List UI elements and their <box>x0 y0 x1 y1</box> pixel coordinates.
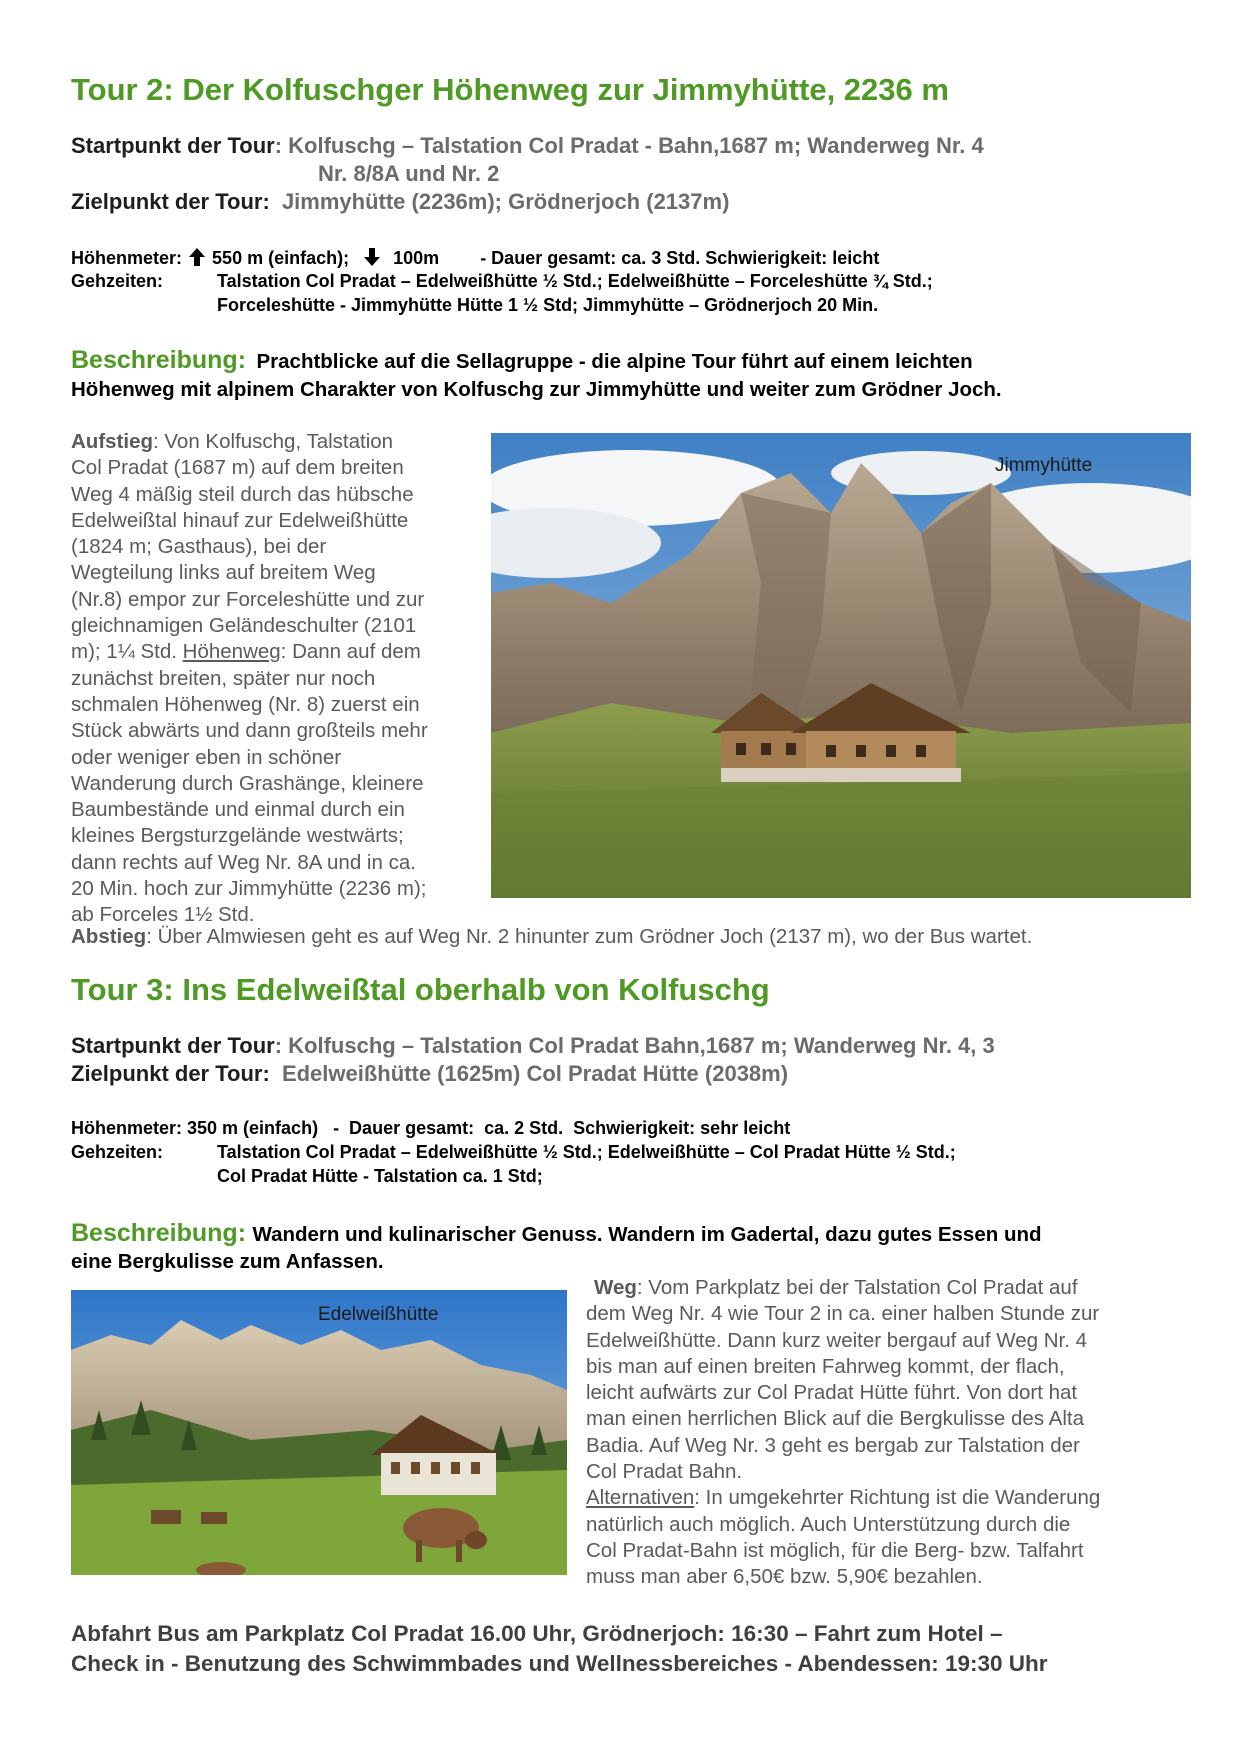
text-line: Col Pradat Bahn. <box>586 1460 743 1484</box>
tour3-ziel-label: Zielpunkt der Tour: <box>71 1061 270 1086</box>
tour2-title: Tour 2: Der Kolfuschger Höhenweg zur Jimmyhütte, 2236 m <box>71 72 949 107</box>
hoehenweg-label: Höhenweg <box>182 640 281 664</box>
text-line: 20 Min. hoch zur Jimmyhütte (2236 m); <box>71 877 427 901</box>
tour3-start-value: : Kolfuschg – Talstation Col Pradat Bahn,1687 m; Wanderweg Nr. 4, 3 <box>274 1033 995 1058</box>
tour3-start-line <box>71 1033 995 1059</box>
tour2-ziel-line <box>71 189 729 215</box>
tour3-title: Tour 3: Ins Edelweißtal oberhalb von Kolfuschg <box>71 972 770 1007</box>
tour2-beschreibung-label: Beschreibung: <box>71 346 247 374</box>
text-line: (1824 m; Gasthaus), bei der <box>71 535 327 559</box>
text-line: Edelweißtal hinauf zur Edelweißhütte <box>71 508 409 532</box>
text-line: zunächst breiten, später nur noch <box>71 666 376 690</box>
tour2-abstieg-label: Abstieg <box>71 925 147 948</box>
tour2-start-label: Startpunkt der Tour <box>71 133 275 158</box>
text-line: oder weniger eben in schöner <box>71 745 342 769</box>
tour2-gehzeiten-label: Gehzeiten: <box>71 271 164 291</box>
text-line: man einen herrlichen Blick auf die Bergkulisse des Alta <box>586 1407 1084 1431</box>
text-line: Badia. Auf Weg Nr. 3 geht es bergab zur Talstation der <box>586 1433 1080 1457</box>
text-line: : Dann auf dem <box>280 640 421 664</box>
tour2-gehzeiten-line1: Talstation Col Pradat – Edelweißhütte ½ Std.; Edelweißhütte – Forceleshütte ¾ Std.; <box>217 271 933 291</box>
footer-line2: Check in - Benutzung des Schwimmbades und Wellnessbereiches - Abendessen: 19:30 Uhr <box>71 1651 1048 1676</box>
tour3-ziel-line <box>71 1061 788 1087</box>
footer-line1: Abfahrt Bus am Parkplatz Col Pradat 16.00 Uhr, Grödnerjoch: 16:30 – Fahrt zum Hotel – <box>71 1621 1003 1646</box>
tour2-aufstieg-text <box>71 429 491 929</box>
text-line: bis man auf einen breiten Fahrweg kommt, der flach, <box>586 1354 1065 1378</box>
text-line: muss man aber 6,50€ bzw. 5,90€ bezahlen. <box>586 1565 983 1589</box>
tour2-start-value: : Kolfuschg – Talstation Col Pradat - Bahn,1687 m; Wanderweg Nr. 4 <box>274 133 984 158</box>
text-line: gleichnamigen Geländeschulter (2101 <box>71 614 417 638</box>
tour2-start-value-2: Nr. 8/8A und Nr. 2 <box>318 161 500 186</box>
tour2-hm-down: 100m <box>393 248 440 268</box>
tour3-start-label: Startpunkt der Tour <box>71 1033 275 1058</box>
jimmyhuette-photo <box>491 433 1191 898</box>
tour2-beschreibung-text2: Höhenweg mit alpinem Charakter von Kolfuschg zur Jimmyhütte und weiter zum Grödner Joch. <box>71 378 1002 401</box>
text-line: Edelweißhütte. Dann kurz weiter bergauf auf Weg Nr. 4 <box>586 1328 1087 1352</box>
tour2-beschreibung <box>71 346 973 375</box>
tour3-beschreibung-label: Beschreibung: <box>71 1219 247 1247</box>
text-line: ab Forceles 1½ Std. <box>71 903 255 927</box>
tour3-weg-text <box>586 1275 1100 1591</box>
tour2-beschreibung-text1: Prachtblicke auf die Sellagruppe - die alpine Tour führt auf einem leichten <box>256 350 973 373</box>
tour2-hm-rest: - Dauer gesamt: ca. 3 Std. Schwierigkeit: leicht <box>480 248 880 268</box>
arrow-up-icon <box>187 247 207 267</box>
tour2-hm-up: 550 m (einfach); <box>212 248 350 268</box>
text-line: m); 1¼ Std. <box>71 640 183 664</box>
text-line: (Nr.8) empor zur Forceleshütte und zur <box>71 587 425 611</box>
text-line: : Von Kolfuschg, Talstation <box>153 430 394 453</box>
jimmyhuette-caption: Jimmyhütte <box>995 455 1093 476</box>
edelweisshuette-photo <box>71 1290 567 1575</box>
tour2-abstieg-text: : Über Almwiesen geht es auf Weg Nr. 2 hinunter zum Grödner Joch (2137 m), wo der Bus wartet. <box>146 925 1033 948</box>
tour3-beschreibung-text1: Wandern und kulinarischer Genuss. Wandern im Gadertal, dazu gutes Essen und <box>252 1223 1042 1246</box>
text-line: Wegteilung links auf breitem Weg <box>71 561 376 585</box>
text-line: natürlich auch möglich. Auch Unterstützung durch die <box>586 1512 1071 1536</box>
tour3-ziel-value: Edelweißhütte (1625m) Col Pradat Hütte (2038m) <box>281 1061 789 1086</box>
tour2-start-line <box>71 133 984 159</box>
text-line: : Vom Parkplatz bei der Talstation Col Pradat auf <box>636 1276 1078 1299</box>
text-line: schmalen Höhenweg (Nr. 8) zuerst ein <box>71 692 420 716</box>
text-line: Stück abwärts und dann großteils mehr <box>71 719 428 743</box>
text-line: : In umgekehrter Richtung ist die Wanderung <box>694 1486 1101 1510</box>
tour3-weg-label: Weg <box>594 1276 637 1299</box>
tour2-abstieg <box>71 924 1032 950</box>
text-line: kleines Bergsturzgelände westwärts; <box>71 824 404 848</box>
text-line: Col Pradat-Bahn ist möglich, für die Berg- bzw. Talfahrt <box>586 1538 1084 1562</box>
tour3-beschreibung <box>71 1219 1042 1248</box>
tour3-beschreibung-text2: eine Bergkulisse zum Anfassen. <box>71 1250 384 1273</box>
tour3-gehzeiten-line1: Talstation Col Pradat – Edelweißhütte ½ Std.; Edelweißhütte – Col Pradat Hütte ½ Std.; <box>217 1142 956 1162</box>
tour2-ziel-label: Zielpunkt der Tour: <box>71 189 270 214</box>
tour2-aufstieg-label: Aufstieg <box>71 430 153 453</box>
tour3-hoehenmeter-line: Höhenmeter: 350 m (einfach) - Dauer gesamt: ca. 2 Std. Schwierigkeit: sehr leicht <box>71 1118 791 1138</box>
tour2-gehzeiten-line2: Forceleshütte - Jimmyhütte Hütte 1 ½ Std; Jimmyhütte – Grödnerjoch 20 Min. <box>217 295 879 315</box>
tour3-gehzeiten-label: Gehzeiten: <box>71 1142 164 1162</box>
tour2-ziel-value: Jimmyhütte (2236m); Grödnerjoch (2137m) <box>281 189 730 214</box>
text-line: Col Pradat (1687 m) auf dem breiten <box>71 456 404 480</box>
text-line: leicht aufwärts zur Col Pradat Hütte führt. Von dort hat <box>586 1381 1078 1405</box>
tour2-hm-label: Höhenmeter: <box>71 248 183 268</box>
text-line: Wanderung durch Grashänge, kleinere <box>71 771 424 795</box>
text-line: dann rechts auf Weg Nr. 8A und in ca. <box>71 850 416 874</box>
text-line: Baumbestände und einmal durch ein <box>71 798 405 822</box>
tour3-gehzeiten-line2: Col Pradat Hütte - Talstation ca. 1 Std; <box>217 1166 543 1186</box>
text-line: Weg 4 mäßig steil durch das hübsche <box>71 482 414 506</box>
arrow-down-icon <box>362 247 382 267</box>
alternativen-label: Alternativen <box>586 1486 695 1510</box>
text-line: dem Weg Nr. 4 wie Tour 2 in ca. einer halben Stunde zur <box>586 1302 1100 1326</box>
edelweisshuette-caption: Edelweißhütte <box>318 1304 439 1325</box>
tour2-hoehenmeter-line <box>71 247 879 269</box>
